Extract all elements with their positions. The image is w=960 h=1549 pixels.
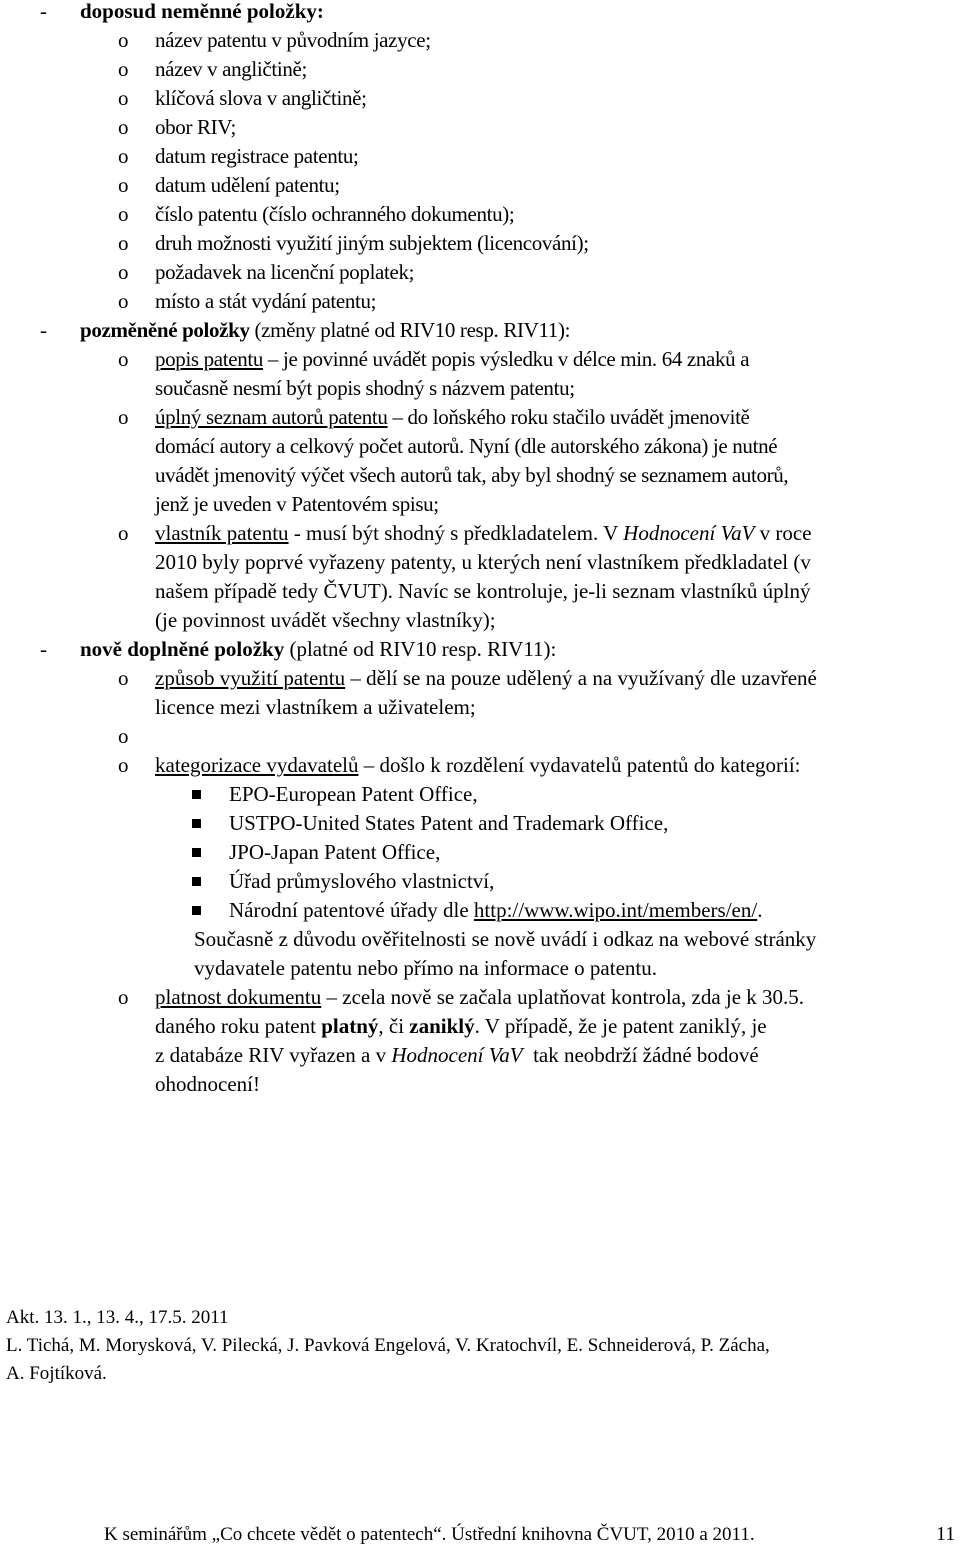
- term-platnost: platnost dokumentu: [155, 985, 322, 1009]
- term-vlastnik: vlastník patentu: [155, 521, 289, 545]
- section-changed-title: pozměněné položky: [80, 318, 250, 342]
- text-line: Současně z důvodu ověřitelnosti se nově uvádí i odkaz na webové stránky: [194, 927, 817, 951]
- authors-line: A. Fojtíková.: [6, 1363, 107, 1384]
- text-line: jenž je uveden v Patentovém spisu;: [155, 492, 439, 516]
- square-bullet-icon: [192, 819, 201, 828]
- section-new-title: nově doplněné položky: [80, 637, 285, 661]
- text-line: současně nesmí být popis shodný s názvem patentu;: [155, 376, 575, 400]
- text-line: daného roku patent platný, či zaniklý. V případě, že je patent zaniklý, je: [155, 1014, 767, 1038]
- square-bullet-icon: [192, 906, 201, 915]
- text-line: domácí autory a celkový počet autorů. Nyní (dle autorského zákona) je nutné: [155, 434, 778, 458]
- text-line: z databáze RIV vyřazen a v Hodnocení VaV tak neobdrží žádné bodové: [155, 1043, 759, 1067]
- square-bullet-icon: [192, 877, 201, 886]
- text-line: licence mezi vlastníkem a uživatelem;: [155, 695, 476, 719]
- text-line: uvádět jmenovitý výčet všech autorů tak, aby byl shodný se seznamem autorů,: [155, 463, 789, 487]
- authors-line: L. Tichá, M. Morysková, V. Pilecká, J. Pavková Engelová, V. Kratochvíl, E. Schneiderová, P. Zácha,: [6, 1335, 770, 1356]
- dash-marker: -: [40, 0, 47, 23]
- text-line: vydavatele patentu nebo přímo na informace o patentu.: [194, 956, 657, 980]
- text-line: ohodnocení!: [155, 1072, 260, 1096]
- text-line: (je povinnost uvádět všechny vlastníky);: [155, 608, 496, 632]
- text-line: našem případě tedy ČVUT). Navíc se kontroluje, je-li seznam vlastníků úplný: [155, 579, 811, 603]
- wipo-link[interactable]: http://www.wipo.int/members/en/: [473, 898, 758, 922]
- page-footer: K seminářům „Co chcete vědět o patentech“. Ústřední knihovna ČVUT, 2010 a 2011.: [104, 1524, 755, 1545]
- section-unchanged-title: doposud neměnné položky:: [80, 0, 324, 23]
- term-autori: úplný seznam autorů patentu: [155, 405, 388, 429]
- text-line: 2010 byly poprvé vyřazeny patenty, u kterých není vlastníkem předkladatel (v: [155, 550, 811, 574]
- square-bullet-icon: [192, 848, 201, 857]
- term-kategorizace: kategorizace vydavatelů: [155, 753, 359, 777]
- term-popis: popis patentu: [155, 347, 264, 371]
- square-bullet-icon: [192, 790, 201, 799]
- page-number: 11: [936, 1523, 956, 1545]
- update-date: Akt. 13. 1., 13. 4., 17.5. 2011: [6, 1307, 229, 1328]
- term-zpusob: způsob využití patentu: [155, 666, 346, 690]
